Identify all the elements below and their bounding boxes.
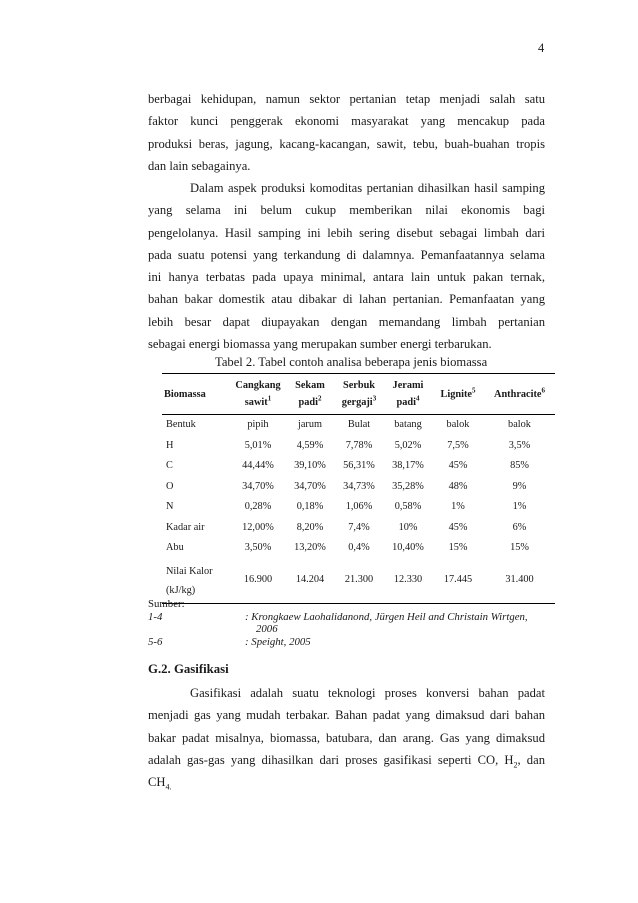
table-cell: 0,58% [394,501,422,512]
table-row [162,436,555,457]
table-cell: 0,4% [348,542,370,553]
header-cangkang-sawit: Cangkang sawit$^1$ [230,374,286,415]
table-cell: 48% [448,480,468,492]
table-cell: 10% [398,521,418,533]
table-cell: 21.300 [334,559,384,604]
source-value: 2006 [256,623,278,635]
row-label: Bentuk [166,419,196,430]
row-label: C [166,460,173,471]
table-cell: 45% [448,521,468,533]
table-cell: 12.330 [384,559,432,604]
table-cell: 38,17% [392,460,424,471]
text-line: lebih besar dapat diupayakan dengan memandang limbah pertanian [148,314,545,329]
table-cell: 45% [448,460,468,471]
table-cell: 0,28% [244,501,272,512]
text-line: bahan bakar domestik atau dibakar di lahan pertanian. Pemanfaatan yang [148,292,545,307]
text-line: berbagai kehidupan, namun sektor pertanian tetap menjadi salah satu [148,92,545,106]
text-line: menjadi gas yang mudah terbakar. Bahan padat yang dimaksud dari bahan [148,708,545,723]
row-label: Abu [166,542,184,553]
header-serbuk-gergaji: Serbuk gergaji$^3$ [334,374,384,415]
text-line: pengelolanya. Hasil samping ini lebih sering disebut sebagai limbah dari [148,225,545,240]
table-row [162,538,555,559]
table-cell: 7,78% [345,439,373,451]
text-line: pada suatu potensi yang terkandung di dalamnya. Pemanfaatannya selama [148,247,545,262]
source-entry-continuation [148,623,278,636]
table-cell: 44,44% [242,460,274,471]
row-label: H [166,439,174,451]
paragraph-3 [148,682,545,793]
table-cell: 34,73% [343,480,375,492]
page-number: 4 [538,41,545,55]
table-cell: 7,5% [447,439,469,451]
paragraph-2 [148,177,545,355]
table-cell: batang [394,419,422,430]
biomass-table [162,373,555,604]
table-cell: 6% [512,521,527,533]
header-jerami-padi: Jerami padi$^4$ [384,374,432,415]
table-row [162,477,555,498]
table-cell: 10,40% [392,542,424,553]
text-line: sebagai energi biomassa yang merupakan sumber energi terbarukan. [148,337,492,352]
source-key: 5-6 [148,635,163,648]
table-cell: 31.400 [484,559,555,604]
table-cell: 12,00% [242,521,274,533]
header-biomassa: Biomassa [162,374,230,415]
text-line: Dalam aspek produksi komoditas pertanian dihasilkan hasil samping [190,181,545,195]
source-key: 1-4 [148,610,163,623]
source-value: : Speight, 2005 [245,635,311,648]
table-row [162,415,555,436]
table-cell: 4,59% [296,439,324,451]
table-cell: 7,4% [348,521,370,533]
table-cell: 5,01% [244,439,272,451]
table-cell: 1% [512,501,527,512]
sources-title: Sumber: [148,598,185,610]
table-cell: jarum [297,419,323,430]
table-cell: 56,31% [343,460,375,471]
section-heading: G.2. Gasifikasi [148,662,229,676]
text-line: adalah gas-gas yang dihasilkan dari proses gasifikasi seperti CO, $H_2$, dan [148,752,545,770]
row-label: Kadar air [166,521,205,533]
header-sekam-padi: Sekam padi$^2$ [286,374,334,415]
text-line: produksi beras, jagung, kacang-kacangan, sawit, tebu, buah-buahan tropis [148,136,545,151]
table-row [162,559,555,604]
table-cell: pipih [247,419,269,430]
paragraph-1 [148,88,545,177]
table-cell: 5,02% [394,439,422,451]
table-cell: 9% [512,480,527,492]
table-caption: Tabel 2. Tabel contoh analisa beberapa jenis biomassa [215,355,488,369]
text-line: dan lain sebagainya. [148,158,251,173]
text-line: $CH_{4.}$ [148,775,172,792]
table-cell: Bulat [347,419,371,430]
table-cell: 3,50% [244,542,272,553]
table-cell: 17.445 [432,559,484,604]
table-cell: balok [446,419,470,430]
table-cell: 14.204 [286,559,334,604]
table-cell: 1% [451,501,465,512]
table-cell: 34,70% [242,480,274,492]
table-cell: 34,70% [294,480,326,492]
table-cell: 1,06% [345,501,373,512]
table-cell: 85% [510,460,529,471]
source-entry [148,610,528,624]
text-line: bakar padat misalnya, biomassa, batubara, dan arang. Gas yang dimaksud [148,730,545,745]
table-cell: 13,20% [294,542,326,553]
table-cell: 15% [510,542,529,553]
text-line: yang selama ini belum cukup memberikan nilai ekonomis bagi [148,203,545,218]
table-cell: 15% [448,542,468,553]
table-cell: 39,10% [294,460,326,471]
header-lignite: Lignite$^5$ [432,374,484,415]
table-cell: balok [508,419,531,430]
text-line: faktor kunci penggerak ekonomi masyarakat yang mencakup pada [148,114,545,129]
table-row [162,456,555,477]
table-cell: 0,18% [296,501,324,512]
table-cell: 16.900 [230,559,286,604]
source-value: : Krongkaew Laohalidanond, Jürgen Heil and Christain Wirtgen, [245,610,528,623]
row-label: O [166,480,174,492]
source-entry [148,635,311,649]
table-cell: 35,28% [392,480,424,492]
text-line: ini hanya terbatas pada upaya minimal, antara lain untuk pakan ternak, [148,270,545,285]
row-label: Nilai Kalor (kJ/kg) [162,559,230,604]
table-row [162,497,555,518]
table-cell: 8,20% [296,521,324,533]
table-header-row [162,374,555,415]
text-line: Gasifikasi adalah suatu teknologi proses konversi bahan padat [190,686,545,700]
table-cell: 3,5% [508,439,531,451]
row-label: N [166,501,174,512]
table-sources [148,598,528,648]
header-anthracite: Anthracite$^6$ [484,374,555,415]
table-row [162,518,555,539]
